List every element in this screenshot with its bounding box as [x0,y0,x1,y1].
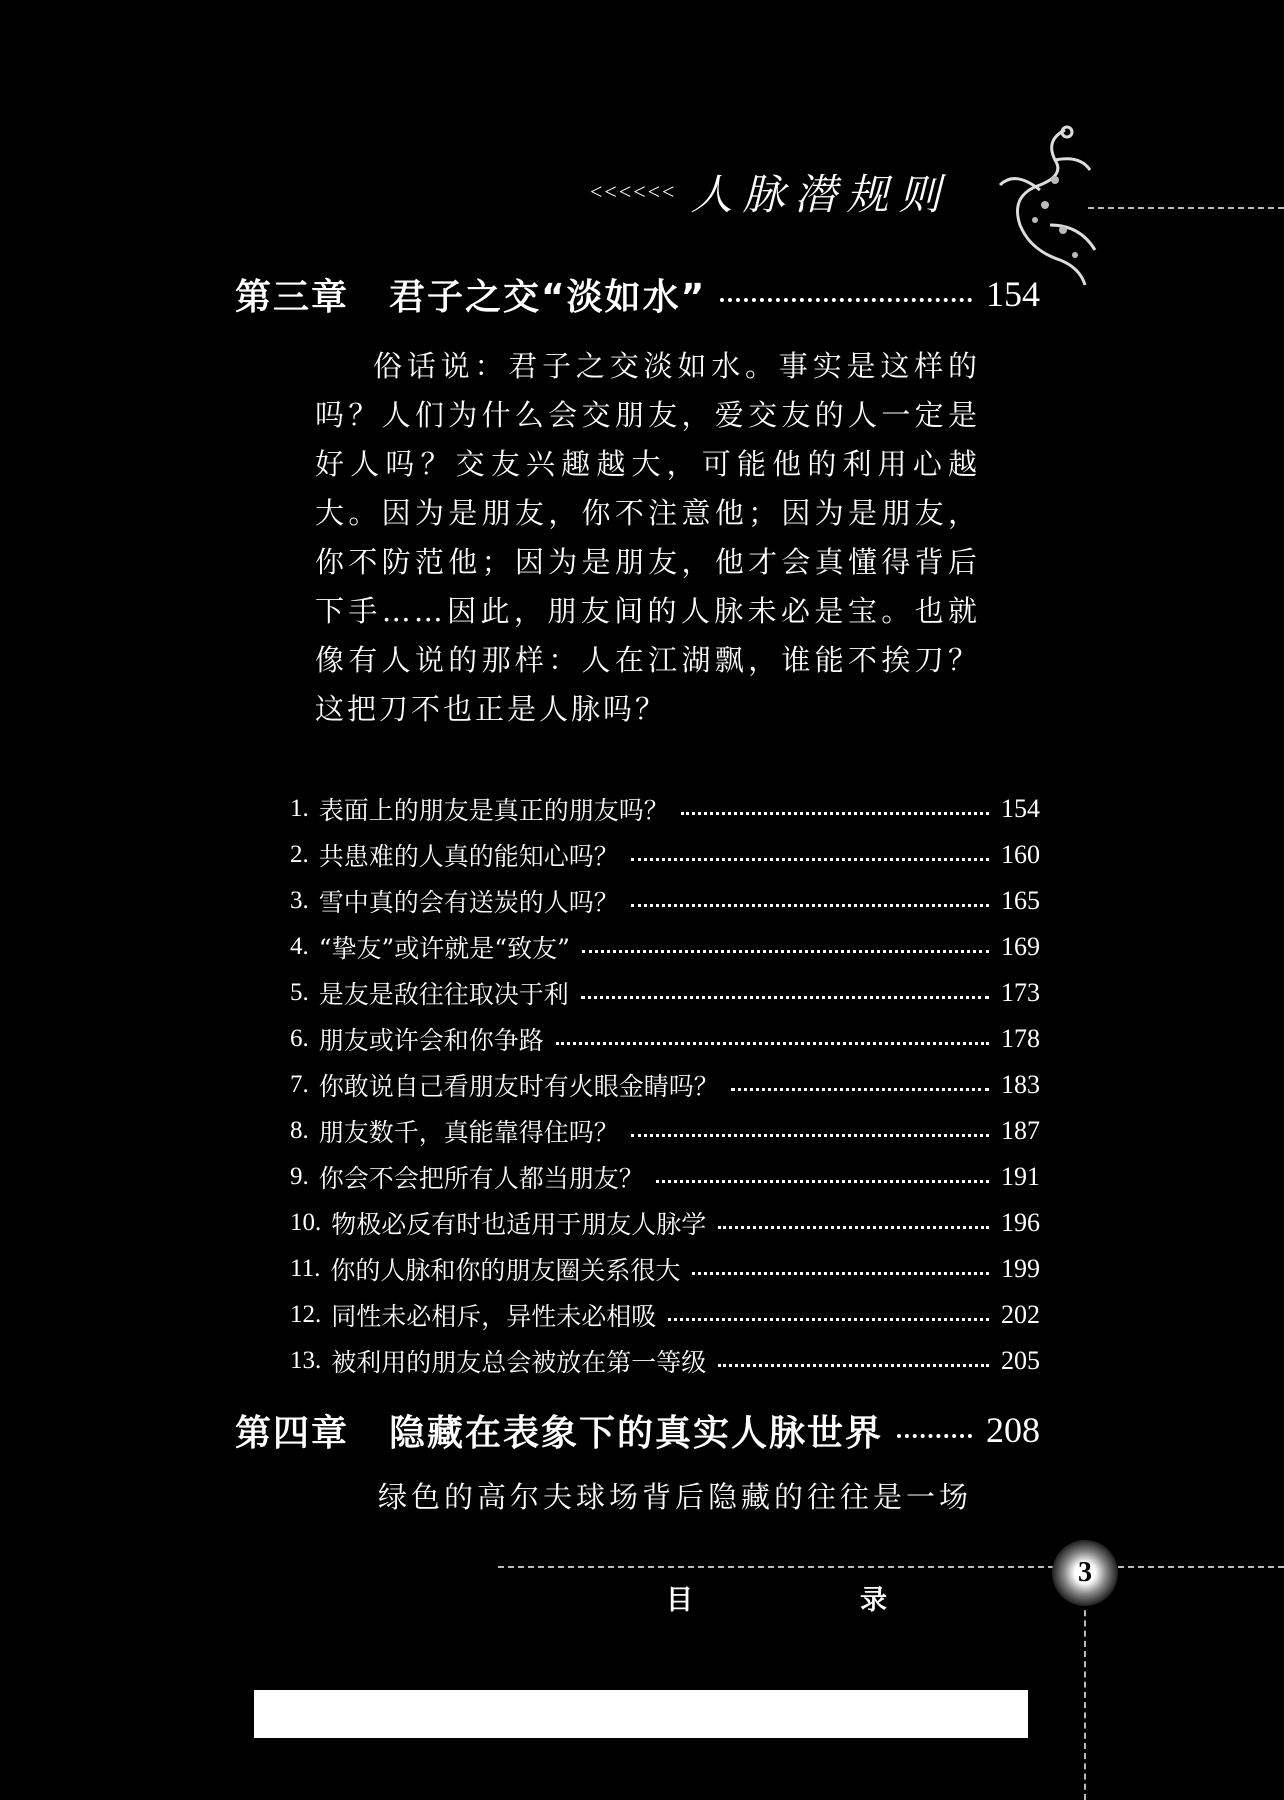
chapter-intro [315,342,980,734]
dot-leader [731,1088,989,1091]
toc-item-number: 13. [290,1347,322,1374]
toc-item[interactable] [290,924,1040,970]
toc-item-page: 196 [1001,1208,1040,1237]
toc-item-page: 199 [1001,1254,1040,1283]
toc-item[interactable] [290,1338,1040,1384]
dot-leader [681,812,989,815]
header-arrows: <<<<<< [590,179,677,204]
toc-item[interactable] [290,1200,1040,1246]
chapter-intro-text: 俗话说：君子之交淡如水。事实是这样的吗？人们为什么会交朋友，爱交友的人一定是好人吗？交友兴趣越大，可能他的利用心越大。因为是朋友，你不注意他；因为是朋友，你不防范他；因为是朋友，他才会真懂得背后下手……因此，朋友间的人脉未必是宝。也就像有人说的那样：人在江湖飘，谁能不挨刀？这把刀不也正是人脉吗？ [315,349,980,726]
toc-item-page: 165 [1001,886,1040,915]
toc-item-page: 191 [1001,1162,1040,1191]
book-title: 人脉潜规则 [690,170,951,219]
dot-leader [718,1364,989,1367]
toc-item-page: 160 [1001,840,1040,869]
page-number-badge: 3 [1052,1540,1118,1606]
toc-item-title: 被利用的朋友总会被放在第一等级 [331,1348,707,1377]
toc-item-title: 你的人脉和你的朋友圈关系很大 [330,1256,681,1285]
toc-item-title: 共患难的人真的能知心吗？ [318,842,619,871]
toc-list [290,786,1040,1384]
toc-item-number: 5. [290,979,309,1006]
toc-item-title: 你敢说自己看朋友时有火眼金睛吗？ [318,1072,719,1101]
toc-item-number: 11. [290,1255,321,1282]
toc-item-title: 朋友数千，真能靠得住吗？ [318,1118,619,1147]
toc-item-number: 12. [290,1301,322,1328]
toc-item-title: 表面上的朋友是真正的朋友吗？ [318,796,669,825]
chapter-title: 君子之交“淡如水” [389,276,707,318]
chapter-page-number: 208 [986,1410,1040,1450]
chapter-intro-text: 绿色的高尔夫球场背后隐藏的往往是一场 [378,1480,973,1514]
header-dashed-line [1088,207,1284,209]
toc-item-page: 205 [1001,1346,1040,1375]
toc-item-number: 10. [290,1209,322,1236]
footer-dashed-line [498,1566,1284,1568]
dot-leader [897,1434,972,1438]
toc-item-number: 9. [290,1163,309,1190]
toc-item-page: 173 [1001,978,1040,1007]
toc-item-title: 雪中真的会有送炭的人吗？ [318,888,619,917]
toc-item-number: 1. [290,795,309,822]
toc-item-page: 178 [1001,1024,1040,1053]
footer-vertical-dashed-line [1084,1600,1086,1800]
dot-leader [631,1134,989,1137]
toc-item[interactable] [290,1108,1040,1154]
toc-item-number: 7. [290,1071,309,1098]
toc-item-title: “挚友”或许就是“致友” [318,934,570,963]
footer-label-left: 目 [666,1585,693,1616]
dot-leader [720,298,972,302]
dot-leader [581,996,989,999]
chapter-label: 第四章 [235,1412,350,1454]
toc-item-page: 169 [1001,932,1040,961]
toc-item-number: 2. [290,841,309,868]
toc-item-page: 183 [1001,1070,1040,1099]
toc-item-number: 3. [290,887,309,914]
dot-leader [656,1180,989,1183]
toc-item[interactable] [290,832,1040,878]
toc-item-number: 4. [290,933,309,960]
chapter-page-number: 154 [986,274,1040,314]
toc-item[interactable] [290,1246,1040,1292]
chapter-heading[interactable] [235,1400,1040,1460]
toc-item-page: 187 [1001,1116,1040,1145]
toc-item-title: 同性未必相斥，异性未必相吸 [331,1302,657,1331]
toc-item-page: 202 [1001,1300,1040,1329]
chapter-heading[interactable] [235,264,1040,324]
footer-label-right: 录 [860,1585,887,1616]
toc-item[interactable] [290,1016,1040,1062]
toc-item[interactable] [290,1062,1040,1108]
toc-item[interactable] [290,878,1040,924]
scan-strip [254,1690,1028,1738]
toc-item-title: 是友是敌往往取决于利 [318,980,569,1009]
toc-item[interactable] [290,1292,1040,1338]
toc-item-title: 物极必反有时也适用于朋友人脉学 [331,1210,707,1239]
toc-item-title: 你会不会把所有人都当朋友？ [318,1164,644,1193]
toc-item-number: 6. [290,1025,309,1052]
book-header [590,162,950,222]
toc-item-page: 154 [1001,794,1040,823]
chapter-label: 第三章 [235,276,350,318]
dot-leader [631,904,989,907]
chapter-title: 隐藏在表象下的真实人脉世界 [389,1412,884,1454]
dot-leader [631,858,989,861]
toc-item-title: 朋友或许会和你争路 [318,1026,544,1055]
toc-item[interactable] [290,786,1040,832]
dot-leader [668,1318,989,1321]
dot-leader [582,950,989,953]
toc-item-number: 8. [290,1117,309,1144]
toc-item[interactable] [290,1154,1040,1200]
dot-leader [556,1042,989,1045]
dot-leader [692,1272,989,1275]
dot-leader [718,1226,989,1229]
toc-item[interactable] [290,970,1040,1016]
